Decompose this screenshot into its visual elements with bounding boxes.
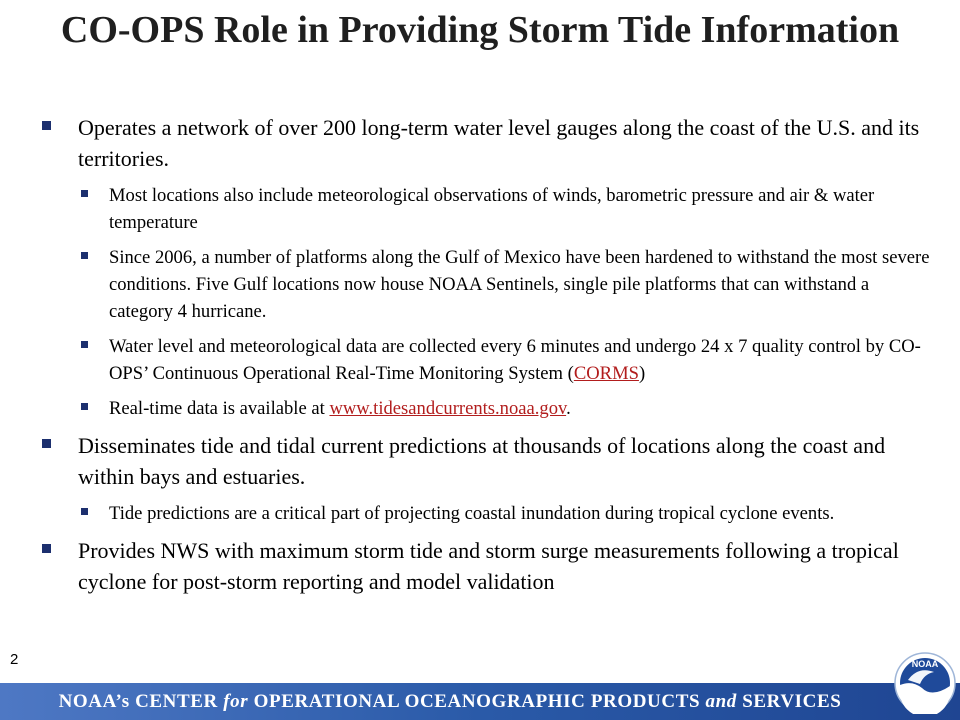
bullet-nws-measurements <box>40 535 930 597</box>
footer-segment: NOAA’s CENTER <box>58 691 224 712</box>
tidesandcurrents-link[interactable]: www.tidesandcurrents.noaa.gov <box>329 398 567 419</box>
bullet-marker <box>42 544 51 553</box>
footer-bar <box>0 683 960 720</box>
noaa-logo-icon <box>894 652 956 714</box>
bullet-marker <box>42 121 51 130</box>
bullet-marker <box>81 252 88 259</box>
bullet-marker <box>81 341 88 348</box>
slide-title: CO-OPS Role in Providing Storm Tide Information <box>60 9 900 51</box>
bullet-predictions <box>40 430 930 492</box>
footer-segment: and <box>705 691 737 712</box>
sub-bullet-quality-control <box>80 333 930 387</box>
bullet-text: Provides NWS with maximum storm tide and storm surge measurements following a tropical cyclone for post-storm reporting and model validation <box>78 538 899 594</box>
bullet-text: Disseminates tide and tidal current predictions at thousands of locations along the coast and within bays and estuaries. <box>78 433 886 489</box>
bullet-text: Operates a network of over 200 long-term water level gauges along the coast of the U.S. and its territories. <box>78 115 920 171</box>
logo-text: NOAA <box>911 659 939 669</box>
footer-segment: SERVICES <box>736 691 842 712</box>
text-segment: Water level and meteorological data are collected every 6 minutes and undergo 24 x 7 quality control by CO-OPS’ Continuous Operational Real-Time Monitoring System ( <box>109 336 921 384</box>
sub-bullet-text: Tide predictions are a critical part of projecting coastal inundation during tropical cyclone events. <box>109 503 835 524</box>
bullet-marker <box>42 439 51 448</box>
slide-content <box>40 112 930 605</box>
bullet-marker <box>81 190 88 197</box>
bullet-network <box>40 112 930 174</box>
sub-bullet-hardened-platforms <box>80 244 930 325</box>
page-number: 2 <box>10 651 19 668</box>
sub-bullet-tide-predictions <box>80 500 930 527</box>
sub-bullet-text: Most locations also include meteorological observations of winds, barometric pressure and air & water temperature <box>109 185 875 233</box>
bullet-marker <box>81 403 88 410</box>
sub-bullet-meteorological <box>80 182 930 236</box>
sub-bullet-text <box>109 336 921 384</box>
sub-bullet-text: Since 2006, a number of platforms along the Gulf of Mexico have been hardened to withstand the most severe conditions. Five Gulf locations now house NOAA Sentinels, single pile platforms that can withstand a category 4 hurricane. <box>109 247 930 322</box>
footer-segment: OPERATIONAL OCEANOGRAPHIC PRODUCTS <box>248 691 706 712</box>
text-segment: Real-time data is available at <box>109 398 330 419</box>
text-segment: . <box>566 398 571 419</box>
sub-bullet-text <box>109 398 571 419</box>
footer-text <box>0 683 900 720</box>
text-segment: ) <box>638 363 646 384</box>
corms-link[interactable]: CORMS <box>573 363 639 384</box>
sub-bullet-real-time-data <box>80 395 930 422</box>
bullet-marker <box>81 508 88 515</box>
footer-segment: for <box>223 691 249 712</box>
